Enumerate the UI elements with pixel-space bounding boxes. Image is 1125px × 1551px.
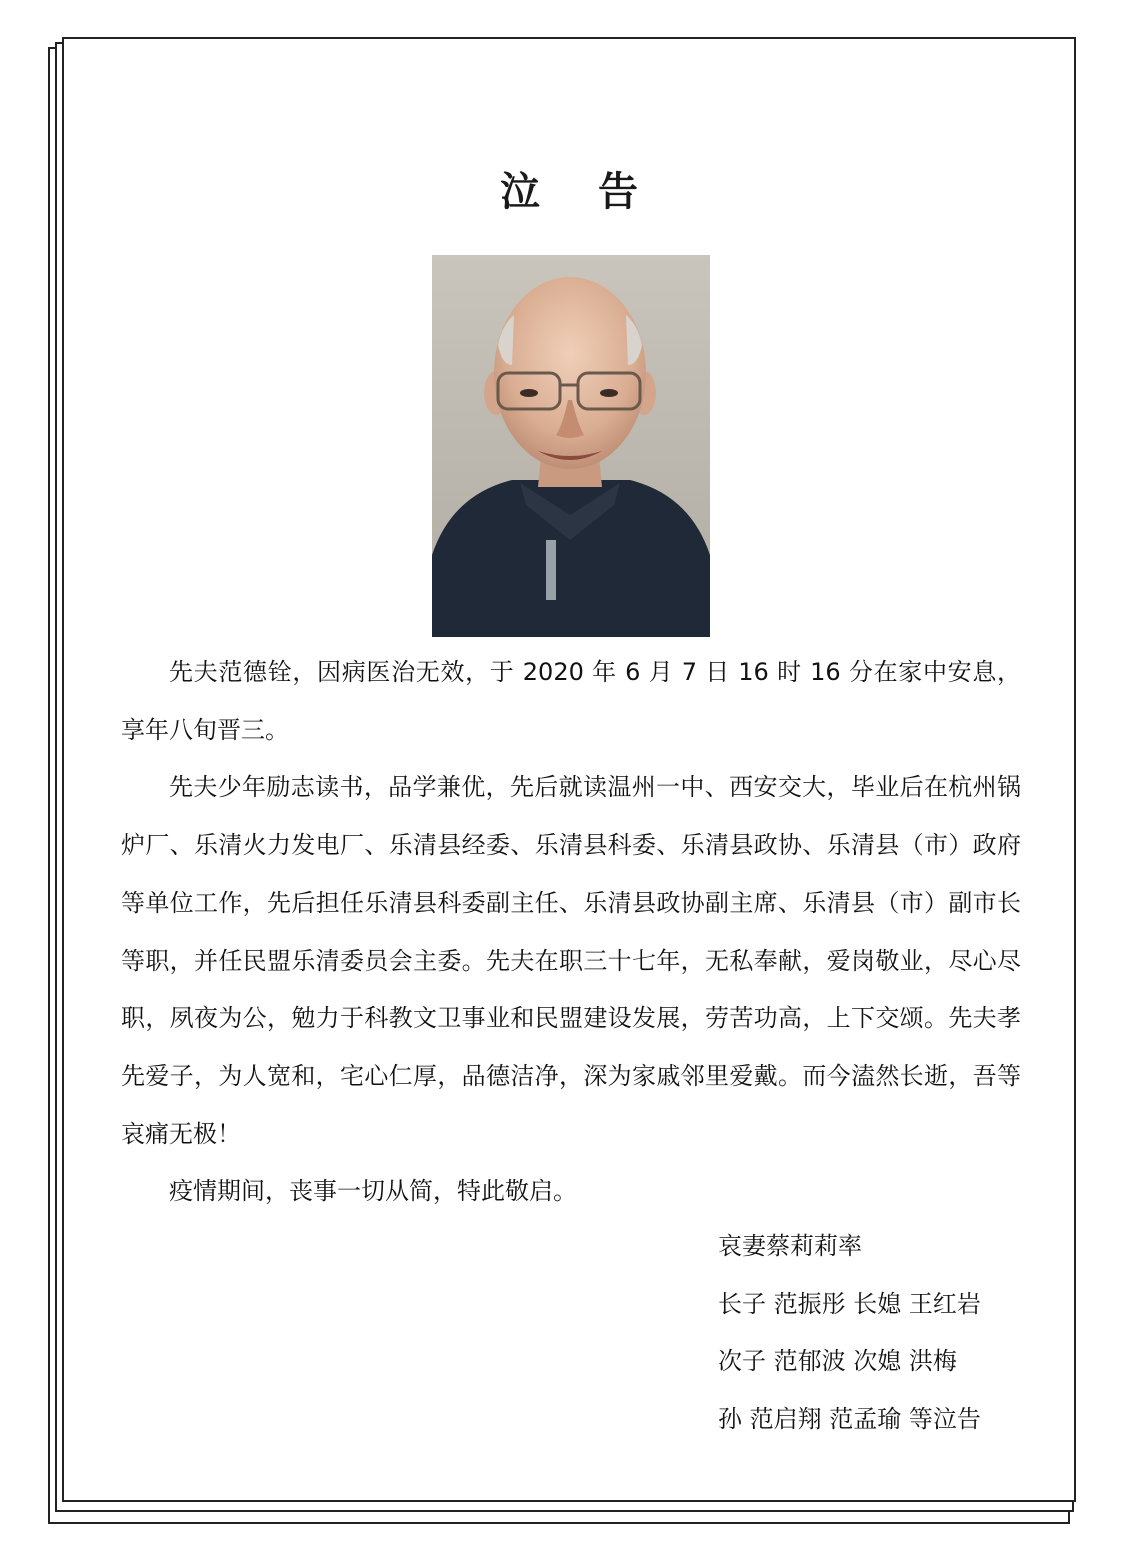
paragraph-biography: 先夫少年励志读书，品学兼优，先后就读温州一中、西安交大，毕业后在杭州锅炉厂、乐清火力发电厂、乐清县经委、乐清县科委、乐清县政协、乐清县（市）政府等单位工作，先后担任乐清县科委副主任、乐清县政协副主席、乐清县（市）副市长等职，并任民盟乐清委员会主委。先夫在职三十七年，无私奉献，爱岗敬业，尽心尽职，夙夜为公，勉力于科教文卫事业和民盟建设发展，劳苦功高，上下交颂。先夫孝先爱子，为人宽和，宅心仁厚，品德洁净，深为家戚邻里爱戴。而今溘然长逝，吾等哀痛无极！	[121, 773, 1021, 1148]
signature-line: 次子 范郁波 次媳 洪梅	[718, 1347, 957, 1375]
signature-line: 哀妻蔡莉莉率	[718, 1232, 862, 1260]
signature-line: 长子 范振彤 长媳 王红岩	[718, 1289, 981, 1318]
signature-line: 孙 范启翔 范孟瑜 等泣告	[718, 1404, 981, 1433]
obituary-body	[121, 644, 1021, 1221]
portrait-photo	[432, 255, 710, 637]
page-title: 泣 告	[500, 169, 660, 215]
signature-block	[718, 1218, 981, 1448]
paragraph-announcement: 先夫范德铨，因病医治无效，于 2020 年 6 月 7 日 16 时 16 分在家中安息，享年八旬晋三。	[121, 658, 1021, 744]
paragraph-notice: 疫情期间，丧事一切从简，特此敬启。	[169, 1177, 577, 1206]
